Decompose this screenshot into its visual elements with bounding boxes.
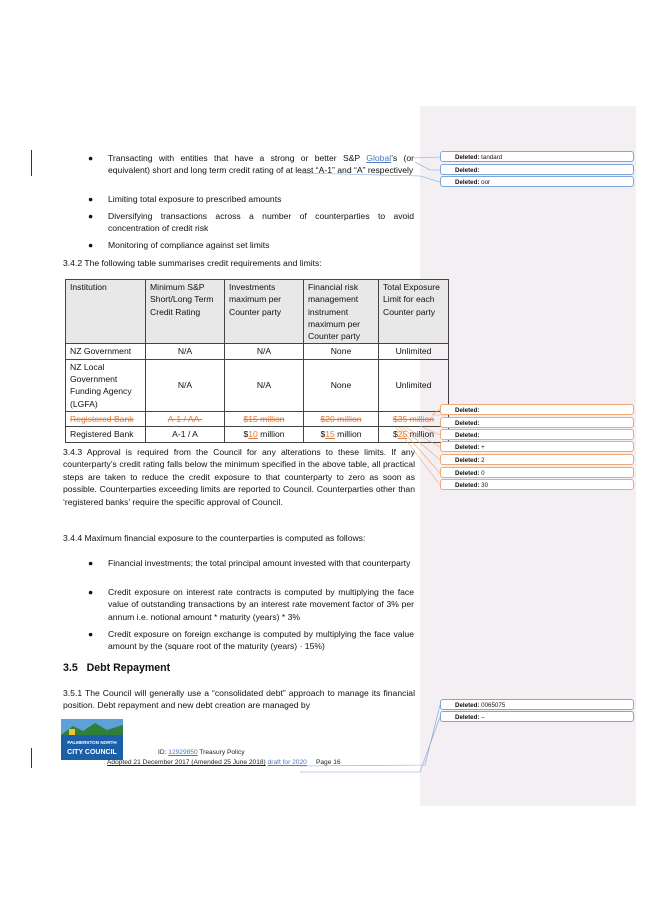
table-cell: NZ Government xyxy=(66,344,146,359)
table-cell: None xyxy=(304,344,379,359)
table-cell: Registered Bank xyxy=(66,411,146,426)
bullet-icon: ● xyxy=(88,211,94,221)
bullet-foreign-exchange: Credit exposure on foreign exchange is computed by multiplying the face value amount by the (square root of the maturity (years) · 15%) xyxy=(108,629,414,652)
comment-balloon[interactable]: Deleted: 30 xyxy=(440,479,634,490)
table-cell: $35 million xyxy=(379,411,449,426)
bullet-icon: ● xyxy=(88,153,94,163)
section-3-4-2: 3.4.2 The following table summarises credit requirements and limits: xyxy=(63,258,322,268)
table-cell: $25 million xyxy=(379,427,449,442)
comment-balloon[interactable]: Deleted: – xyxy=(440,711,634,722)
section-3-5-heading: 3.5 Debt Repayment xyxy=(63,662,171,674)
logo-line-1: PALMERSTON NORTH xyxy=(67,740,117,745)
comment-balloon[interactable]: Deleted: tandard xyxy=(440,151,634,162)
bullet-transacting: Transacting with entities that have a strong or better S&P Global’s (or equivalent) short and long term credit rating of at least “A-1” and “A” respectively xyxy=(108,153,414,176)
logo-line-2: CITY COUNCIL xyxy=(67,749,117,756)
table-cell: None xyxy=(304,359,379,411)
bullet-diversifying: Diversifying transactions across a number of counterparties to avoid concentration of credit risk xyxy=(108,211,414,234)
bullet-icon: ● xyxy=(88,587,94,597)
bullet-interest-rate: Credit exposure on interest rate contracts is computed by multiplying the face value of outstanding transactions by an interest rate movement factor of 3% per annum i.e. notional amount * maturity (years) * 3% xyxy=(108,587,414,622)
section-3-5-1: 3.5.1 The Council will generally use a “consolidated debt” approach to manage its financial position. Debt repayment and new debt creation are managed by xyxy=(63,688,415,711)
table-cell: A-1 / A xyxy=(146,427,225,442)
comment-balloon[interactable]: Deleted: xyxy=(440,417,634,428)
table-header-cell: Minimum S&P Short/Long Term Credit Rating xyxy=(146,280,225,344)
table-header-cell: Total Exposure Limit for each Counter party xyxy=(379,280,449,344)
table-cell: Unlimited xyxy=(379,359,449,411)
table-cell: $10 million xyxy=(225,427,304,442)
table-header-cell: Institution xyxy=(66,280,146,344)
comment-balloon[interactable]: Deleted: xyxy=(440,429,634,440)
comment-balloon[interactable]: Deleted: oor xyxy=(440,176,634,187)
table-cell: A-1 / AA- xyxy=(146,411,225,426)
bullet-icon: ● xyxy=(88,240,94,250)
footer-id: ID: 12929850 Treasury Policy xyxy=(158,749,245,756)
table-header-cell: Financial risk management instrument maximum per Counter party xyxy=(304,280,379,344)
table-cell: $20 million xyxy=(304,411,379,426)
bullet-icon: ● xyxy=(88,629,94,639)
table-cell: N/A xyxy=(225,344,304,359)
comment-balloon[interactable]: Deleted: xyxy=(440,404,634,415)
bullet-monitoring: Monitoring of compliance against set limits xyxy=(108,240,270,250)
table-cell: Registered Bank xyxy=(66,427,146,442)
table-cell: NZ Local Government Funding Agency (LGFA) xyxy=(66,359,146,411)
table-cell: N/A xyxy=(225,359,304,411)
bullet-icon: ● xyxy=(88,194,94,204)
section-3-4-4: 3.4.4 Maximum financial exposure to the counterparties is computed as follows: xyxy=(63,533,366,543)
table-cell: $15 million xyxy=(225,411,304,426)
table-cell: N/A xyxy=(146,344,225,359)
footer-id-value: 12929850 xyxy=(168,749,198,756)
bullet-financial-investments: Financial investments; the total principal amount invested with that counterparty xyxy=(108,558,411,568)
table-header-cell: Investments maximum per Counter party xyxy=(225,280,304,344)
comment-balloon[interactable]: Deleted: 0065075 xyxy=(440,699,634,710)
footer-adopted: Adopted 21 December 2017 (Amended 25 June 2018) draft for 2020 Page 16 xyxy=(107,759,341,766)
comment-balloon[interactable]: Deleted: 0 xyxy=(440,467,634,478)
comment-balloon[interactable]: Deleted: 2 xyxy=(440,454,634,465)
comment-balloon[interactable]: Deleted: xyxy=(440,164,634,175)
section-3-4-3: 3.4.3 Approval is required from the Council for any alterations to these limits. If any counterparty’s credit rating falls below the minimum specified in the above table, all practical steps are taken to reduce the credit exposure to that counterparty to zero as soon as possible. Counterparties exceeding limits are reported to Council. Counterparties other than ‘registered banks’ require the specific approval of Council. xyxy=(63,447,415,507)
table-cell: $15 million xyxy=(304,427,379,442)
bullet-icon: ● xyxy=(88,558,94,568)
bullet-limiting: Limiting total exposure to prescribed amounts xyxy=(108,194,282,204)
table-cell: Unlimited xyxy=(379,344,449,359)
footer-draft-note: draft for 2020 xyxy=(267,759,307,766)
comment-balloon[interactable]: Deleted: + xyxy=(440,441,634,452)
table-cell: N/A xyxy=(146,359,225,411)
